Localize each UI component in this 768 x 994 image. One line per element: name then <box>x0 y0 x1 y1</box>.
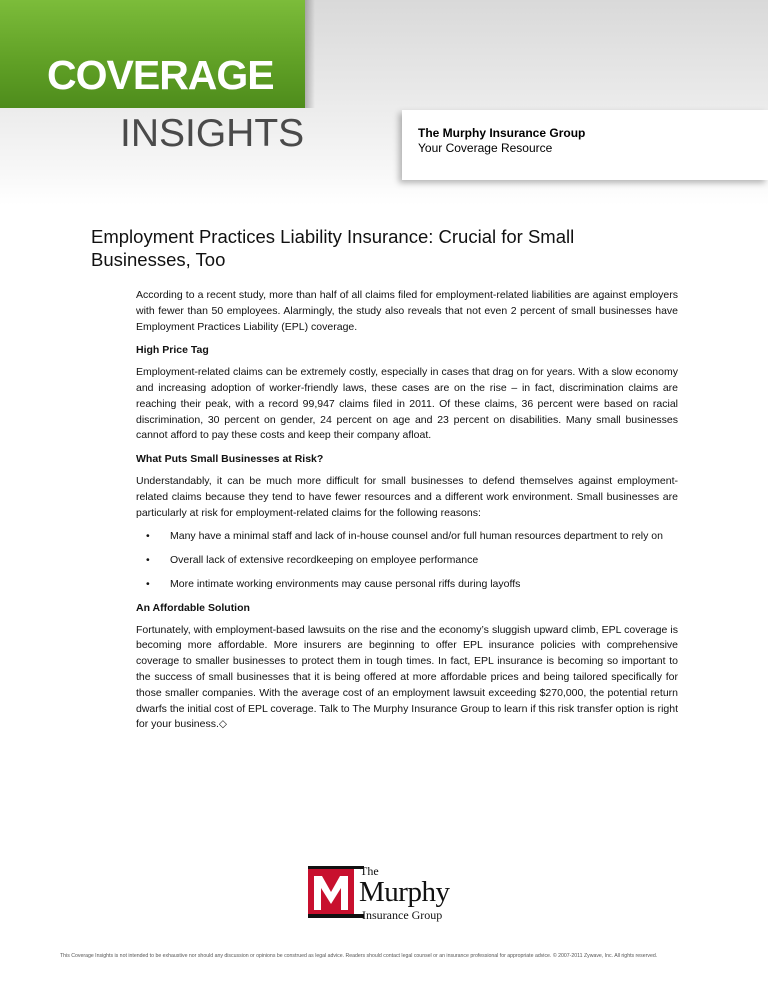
company-info-box <box>402 110 768 180</box>
risk-reasons-list <box>136 529 678 592</box>
logo-text-the: The <box>360 864 379 878</box>
logo-bottom-bar <box>308 914 364 918</box>
logo-top-bar <box>308 866 364 869</box>
article-title: Employment Practices Liability Insurance: Crucial for Small Businesses, Too <box>91 226 575 270</box>
bullet-icon: • <box>146 577 150 590</box>
section-paragraph: Employment-related claims can be extremely costly, especially in cases that drag on for years. With a slow economy and increasing adoption of worker-friendly laws, these cases are on the rise – in fact, discrimination claims are reaching their peak, with a record 99,947 claims filed in 2011. Of these claims, 36 percent were based on racial discrimination, 30 percent on gender, 24 percent on age and 23 percent on disabilities. Many small businesses cannot afford to pay these costs and keep their company afloat. <box>136 366 678 442</box>
footer-disclaimer: This Coverage Insights is not intended to be exhaustive nor should any discussion or opinions be construed as legal advice. Readers should contact legal counsel or an insurance professional for appropriate advice. © 2007-2011 Zywave, Inc. All rights reserved. <box>60 953 658 959</box>
end-mark-icon: ◇ <box>218 718 227 731</box>
list-item <box>136 577 678 593</box>
logo-m-icon <box>308 866 354 918</box>
section-heading-small-business-risk: What Puts Small Businesses at Risk? <box>136 453 324 466</box>
intro-paragraph: According to a recent study, more than half of all claims filed for employment-related liabilities are against employers with fewer than 50 employees. Alarmingly, the study also reveals that not even 2 percent of small businesses have Employment Practices Liability (EPL) coverage. <box>136 289 678 333</box>
list-item-text: Many have a minimal staff and lack of in-house counsel and/or full human resources department to rely on <box>170 530 663 543</box>
list-item-text: Overall lack of extensive recordkeeping on employee performance <box>170 554 479 567</box>
brand-title-coverage: COVERAGE <box>47 52 274 98</box>
section-heading-high-price-tag: High Price Tag <box>136 344 209 357</box>
company-name: The Murphy Insurance Group <box>418 126 586 140</box>
section-paragraph: Understandably, it can be much more difficult for small businesses to defend themselves against employment-related claims because they tend to have fewer resources and a different work environment. Small businesses are particularly at risk for employment-related claims for the following reasons: <box>136 474 678 519</box>
section-paragraph <box>136 623 678 734</box>
company-tagline: Your Coverage Resource <box>418 141 553 155</box>
section-paragraph-text: Fortunately, with employment-based lawsuits on the rise and the economy’s sluggish upward climb, EPL coverage is becoming more affordable. More insurers are beginning to offer EPL insurance policies with comprehensive coverage to smaller businesses to protect them in tough times. In fact, EPL insurance is becoming so important to the success of small businesses that it is being offered at more affordable prices and being tailored specifically for those smaller companies. With the average cost of an employment lawsuit exceeding $270,000, the potential return dwarfs the initial cost of EPL coverage. Talk to The Murphy Insurance Group to learn if this risk transfer option is right for your business. <box>136 623 678 731</box>
logo-text-murphy: Murphy <box>359 876 450 908</box>
list-item-text: More intimate working environments may cause personal riffs during layoffs <box>170 577 521 590</box>
bullet-icon: • <box>146 554 150 567</box>
brand-title-insights: INSIGHTS <box>120 112 305 155</box>
brand-block-shadow <box>305 0 315 108</box>
list-item <box>136 529 678 545</box>
section-heading-affordable-solution: An Affordable Solution <box>136 601 250 614</box>
company-logo <box>308 866 468 926</box>
article-body <box>136 288 678 741</box>
logo-text-insurance-group: Insurance Group <box>362 908 443 922</box>
bullet-icon: • <box>146 530 150 543</box>
list-item <box>136 553 678 569</box>
